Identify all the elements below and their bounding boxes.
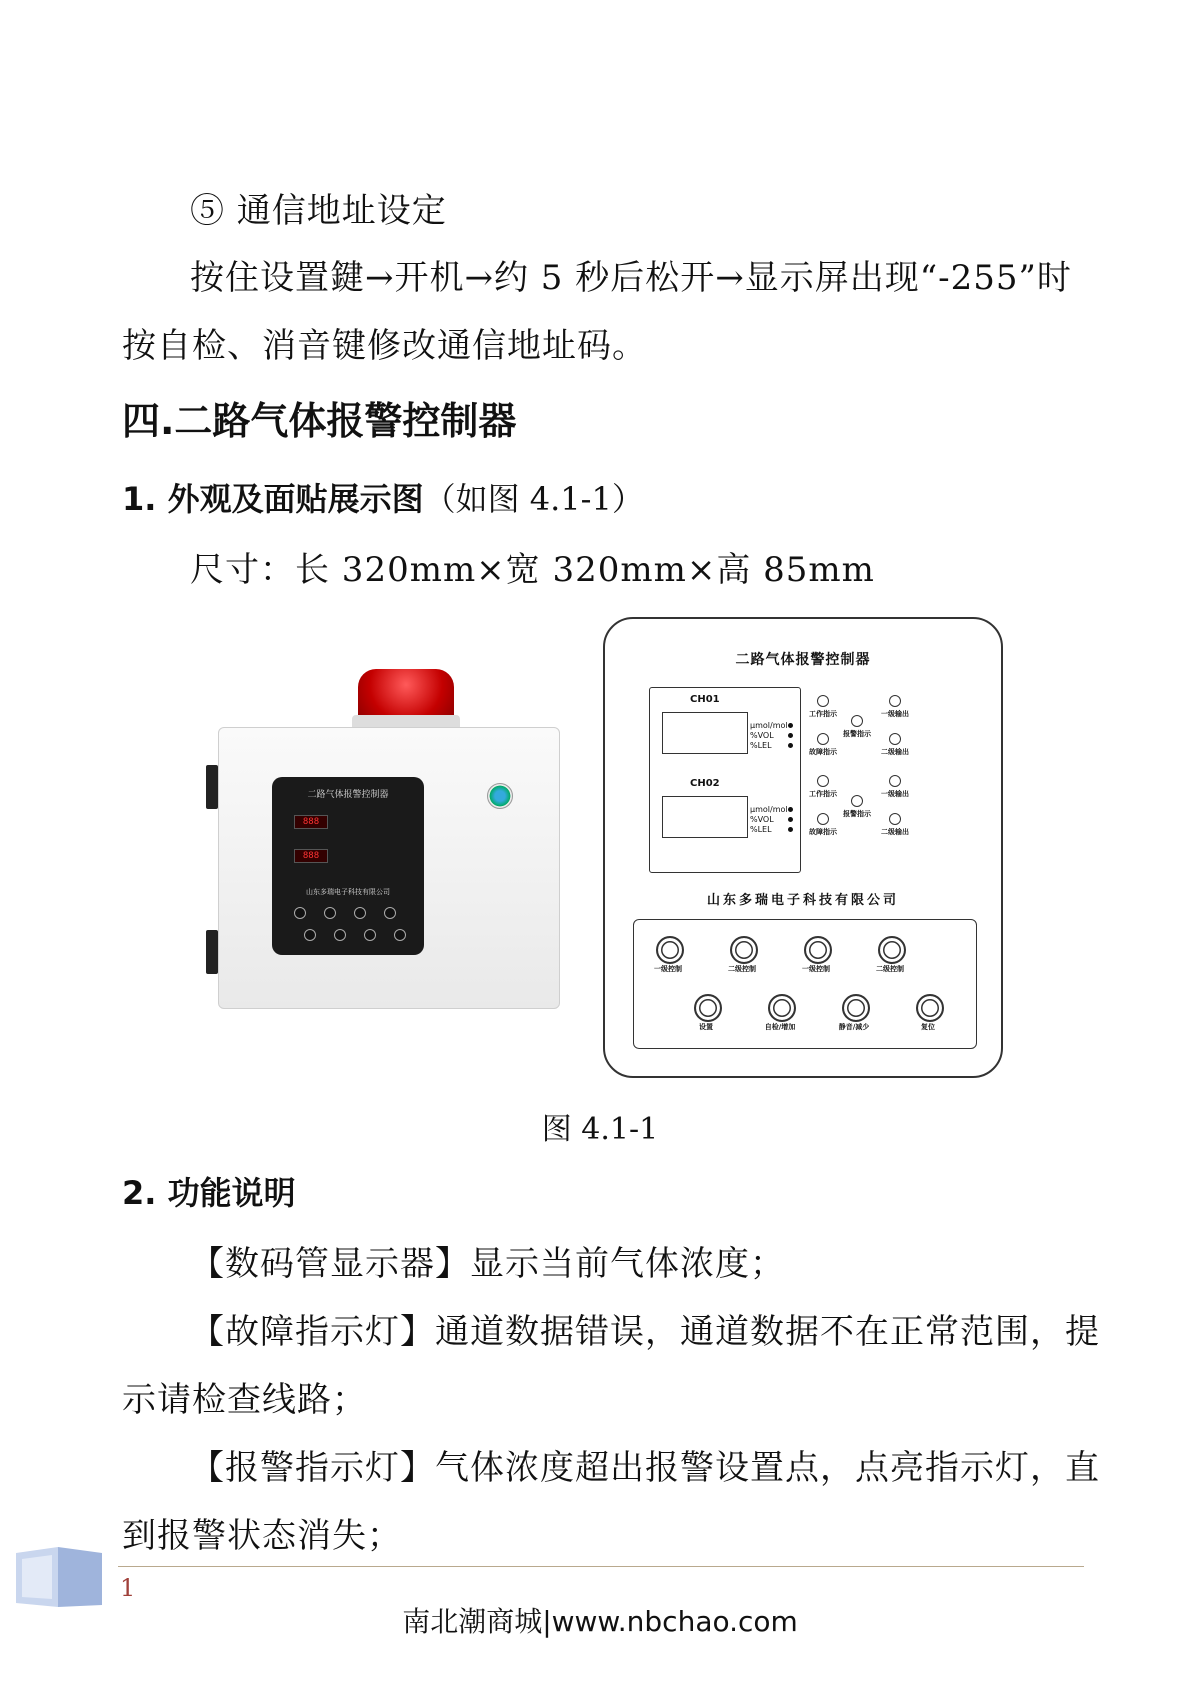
button-mute <box>842 994 870 1022</box>
button-label: 静音/减少 <box>838 1023 870 1031</box>
page-number: 1 <box>120 1574 136 1602</box>
led-alarm-2 <box>851 795 863 807</box>
siren-light <box>358 669 454 721</box>
unit-indicator <box>788 723 793 728</box>
front-button <box>394 929 406 941</box>
size-text: 尺寸：长 320mm×宽 320mm×高 85mm <box>190 550 875 590</box>
unit-indicator <box>788 817 793 822</box>
button-label: 二级控制 <box>728 965 756 973</box>
led-work-1 <box>817 695 829 707</box>
led-label: 故障指示 <box>809 748 837 756</box>
paragraph-line: 按住设置鍵→开机→约 5 秒后松开→显示屏出现“-255”时 <box>190 258 1072 298</box>
button-label: 设置 <box>699 1023 713 1031</box>
figure-reference: （如图 4.1-1） <box>423 480 644 518</box>
front-button <box>354 907 366 919</box>
digit-display-2 <box>662 796 748 838</box>
panel-company: 山东多瑞电子科技有限公司 <box>706 893 899 908</box>
unit-label: μmol/mol <box>750 805 788 814</box>
function-item-cont: 示请检查线路； <box>122 1380 367 1420</box>
unit-label: %LEL <box>750 825 772 834</box>
led-label: 故障指示 <box>809 828 837 836</box>
unit-label: %LEL <box>750 741 772 750</box>
button-set <box>694 994 722 1022</box>
unit-indicator <box>788 733 793 738</box>
function-item: 【报警指示灯】气体浓度超出报警设置点，点亮指示灯，直 <box>190 1448 1100 1488</box>
button-ctrl2 <box>730 936 758 964</box>
front-button <box>334 929 346 941</box>
channel-label-1: CH01 <box>690 694 720 705</box>
footer-site: 南北潮商城|www.nbchao.com <box>402 1605 798 1638</box>
button-label: 自检/增加 <box>764 1023 796 1031</box>
unit-label: %VOL <box>750 731 774 740</box>
led-label: 工作指示 <box>809 790 837 798</box>
front-button <box>364 929 376 941</box>
subsection-heading <box>122 474 644 520</box>
led-label: 一级输出 <box>881 790 909 798</box>
front-button <box>384 907 396 919</box>
chapter-title: 四.二路气体报警控制器 <box>122 399 517 443</box>
unit-indicator <box>788 827 793 832</box>
button-ctrl1 <box>656 936 684 964</box>
front-panel-company: 山东多瑞电子科技有限公司 <box>306 888 390 896</box>
led-fault-1 <box>817 733 829 745</box>
hinge <box>206 930 218 974</box>
button-ctrl1b <box>804 936 832 964</box>
device-photo <box>190 665 575 1015</box>
paragraph-line: 按自检、消音键修改通信地址码。 <box>122 326 647 366</box>
led-label: 工作指示 <box>809 710 837 718</box>
digit-display-1 <box>662 712 748 754</box>
led-label: 二级输出 <box>881 828 909 836</box>
subsection-heading-function: 2. 功能说明 <box>122 1174 296 1212</box>
channel-label-2: CH02 <box>690 778 720 789</box>
front-panel-title: 二路气体报警控制器 <box>307 790 389 800</box>
footer-rule <box>118 1566 1084 1567</box>
button-ctrl2b <box>878 936 906 964</box>
function-item-cont: 到报警状态消失； <box>122 1516 402 1556</box>
front-button <box>324 907 336 919</box>
led-work-2 <box>817 775 829 787</box>
subsection-title: 1. 外观及面贴展示图 <box>122 480 424 518</box>
unit-label: μmol/mol <box>750 721 788 730</box>
button-test <box>768 994 796 1022</box>
led-fault-2 <box>817 813 829 825</box>
button-label: 一级控制 <box>654 965 682 973</box>
panel-title: 二路气体报警控制器 <box>735 652 871 668</box>
hinge <box>206 765 218 809</box>
button-label: 一级控制 <box>802 965 830 973</box>
display-ch2: 888 <box>294 849 328 863</box>
button-label: 复位 <box>921 1023 935 1031</box>
unit-indicator <box>788 743 793 748</box>
led-out2-2 <box>889 813 901 825</box>
led-label: 报警指示 <box>843 810 871 818</box>
front-button <box>294 907 306 919</box>
led-out1-2 <box>889 775 901 787</box>
panel-diagram <box>603 617 1003 1078</box>
unit-indicator <box>788 807 793 812</box>
led-label: 报警指示 <box>843 730 871 738</box>
front-panel <box>272 777 424 955</box>
display-ch1: 888 <box>294 815 328 829</box>
button-reset <box>916 994 944 1022</box>
display-frame <box>649 687 801 873</box>
front-button <box>304 929 316 941</box>
led-out2-1 <box>889 733 901 745</box>
section-heading-address: ⑤ 通信地址设定 <box>190 191 447 231</box>
led-label: 一级输出 <box>881 710 909 718</box>
unit-label: %VOL <box>750 815 774 824</box>
led-out1-1 <box>889 695 901 707</box>
function-item: 【数码管显示器】显示当前气体浓度； <box>190 1244 785 1284</box>
figure-caption: 图 4.1-1 <box>541 1112 659 1147</box>
function-item: 【故障指示灯】通道数据错误，通道数据不在正常范围，提 <box>190 1312 1100 1352</box>
button-label: 二级控制 <box>876 965 904 973</box>
led-alarm-1 <box>851 715 863 727</box>
led-label: 二级输出 <box>881 748 909 756</box>
key-lock-icon <box>487 783 513 809</box>
button-frame <box>633 919 977 1049</box>
